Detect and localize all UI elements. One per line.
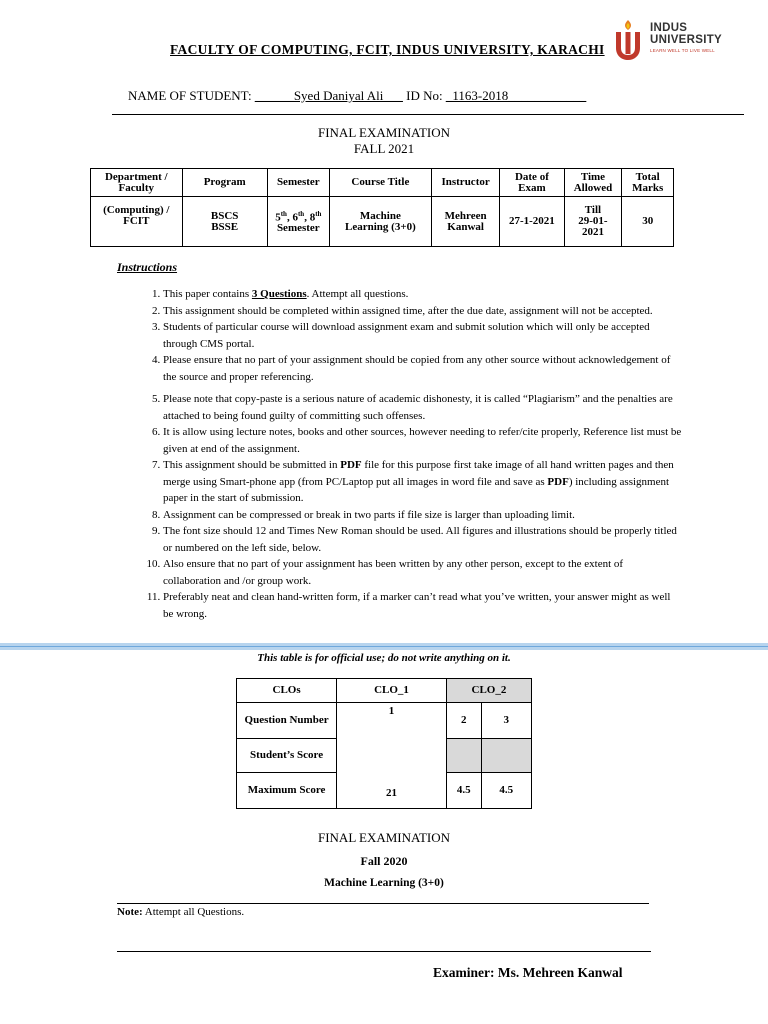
cell-semester: 5th, 6th, 8th Semester bbox=[267, 197, 329, 247]
header-date: Date of Exam bbox=[500, 169, 564, 197]
student-id-label: ID No: bbox=[406, 88, 443, 103]
cell-time-allowed: Till 29-01- 2021 bbox=[564, 197, 622, 247]
instruction-item: 1. This paper contains 3 Questions. Attempt all questions. bbox=[163, 286, 683, 303]
student-score-label: Student’s Score bbox=[237, 739, 337, 773]
cell-course-title: Machine Learning (3+0) bbox=[329, 197, 431, 247]
student-name-value: ______Syed Daniyal Ali___ bbox=[254, 88, 403, 103]
instruction-item: 8. Assignment can be compressed or break in two parts if file size is larger than uploading limit. bbox=[163, 507, 683, 524]
clo2-header: CLO_2 bbox=[446, 679, 531, 703]
second-exam-session: Fall 2020 bbox=[360, 854, 408, 868]
header-instructor: Instructor bbox=[431, 169, 499, 197]
instruction-item: 4. Please ensure that no part of your assignment should be copied from any other source without acknowledgement of the source and proper referencing. bbox=[163, 352, 683, 385]
header-time-allowed: Time Allowed bbox=[564, 169, 622, 197]
question-number-label: Question Number bbox=[237, 703, 337, 739]
exam-session: FALL 2021 bbox=[353, 141, 415, 156]
max-score-label: Maximum Score bbox=[237, 773, 337, 809]
instruction-item: 10. Also ensure that no part of your assignment has been written by any other person, except to the extent of collaboration and /or group work. bbox=[163, 556, 683, 589]
instructions-heading: Instructions bbox=[117, 260, 178, 274]
cell-total-marks: 30 bbox=[622, 197, 674, 247]
logo-wordmark: INDUS UNIVERSITY bbox=[650, 22, 723, 46]
second-exam-title: FINAL EXAMINATION bbox=[317, 830, 451, 845]
instruction-item: 7. This assignment should be submitted in PDF file for this purpose first take image of all hand written pages and then merge using Smart-phone app (from PC/Laptop put all images in word file and save as PDF) including assignment paper in the start of submission. bbox=[163, 457, 683, 507]
student-score-q2 bbox=[446, 739, 481, 773]
section-separator bbox=[0, 643, 768, 650]
header-semester: Semester bbox=[267, 169, 329, 197]
question-1: 1 bbox=[388, 705, 395, 717]
instruction-item: 11. Preferably neat and clean hand-written form, if a marker can’t read what you’ve written, your answer might as well be wrong. bbox=[163, 589, 683, 622]
clo-table bbox=[236, 678, 532, 809]
header-divider bbox=[112, 114, 744, 115]
clo-header-row bbox=[237, 679, 532, 703]
question-2: 2 bbox=[446, 703, 481, 739]
clo1-merged-cell bbox=[337, 703, 447, 809]
exam-info-data-row bbox=[91, 197, 674, 247]
student-score-q3 bbox=[481, 739, 531, 773]
header-course-title: Course Title bbox=[329, 169, 431, 197]
header-total-marks: Total Marks bbox=[622, 169, 674, 197]
clo-label: CLOs bbox=[237, 679, 337, 703]
cell-date: 27-1-2021 bbox=[500, 197, 564, 247]
note-divider-bottom bbox=[117, 951, 651, 952]
logo-tagline: LEARN WELL TO LIVE WELL bbox=[650, 48, 715, 53]
faculty-title: FACULTY OF COMPUTING, FCIT, INDUS UNIVERSITY, KARACHI bbox=[170, 42, 605, 57]
max-score-q2: 4.5 bbox=[446, 773, 481, 809]
exam-info-header-row bbox=[91, 169, 674, 197]
second-exam-course: Machine Learning (3+0) bbox=[324, 877, 444, 889]
question-3: 3 bbox=[481, 703, 531, 739]
attempt-note: Note: Attempt all Questions. bbox=[117, 906, 245, 918]
exam-title: FINAL EXAMINATION bbox=[317, 125, 451, 140]
student-info-line bbox=[128, 88, 586, 104]
instruction-item: 2. This assignment should be completed within assigned time, after the due date, assignment will not be accepted. bbox=[163, 303, 683, 320]
university-logo-icon bbox=[610, 18, 646, 64]
instruction-item: 3. Students of particular course will download assignment exam and submit solution which will only be accepted through CMS portal. bbox=[163, 319, 683, 352]
cell-instructor: Mehreen Kanwal bbox=[431, 197, 499, 247]
note-divider-top bbox=[117, 903, 649, 904]
instruction-item: 9. The font size should 12 and Times New Roman should be used. All figures and illustrations should be properly titled or numbered on the left side, below. bbox=[163, 523, 683, 556]
official-use-note: This table is for official use; do not write anything on it. bbox=[257, 652, 511, 664]
header-department: Department / Faculty bbox=[91, 169, 183, 197]
exam-info-table bbox=[90, 168, 674, 247]
student-id-value: _1163-2018____________ bbox=[445, 88, 587, 103]
university-logo bbox=[610, 18, 750, 64]
instruction-item: 5. Please note that copy-paste is a serious nature of academic dishonesty, it is called “Plagiarism” and the penalties are attached to being found guilty of committing such offenses. bbox=[163, 391, 683, 424]
header-program: Program bbox=[182, 169, 267, 197]
cell-department: (Computing) / FCIT bbox=[91, 197, 183, 247]
max-score-clo1: 21 bbox=[385, 787, 397, 799]
instructions-list bbox=[140, 286, 683, 622]
student-name-label: NAME OF STUDENT: bbox=[128, 88, 252, 103]
examiner-name: Examiner: Ms. Mehreen Kanwal bbox=[433, 965, 623, 980]
clo1-header: CLO_1 bbox=[337, 679, 447, 703]
question-number-row bbox=[237, 703, 532, 739]
cell-program: BSCS BSSE bbox=[182, 197, 267, 247]
max-score-q3: 4.5 bbox=[481, 773, 531, 809]
instruction-item: 6. It is allow using lecture notes, books and other sources, however needing to refer/cite properly, Reference list must be given at end of the assignment. bbox=[163, 424, 683, 457]
